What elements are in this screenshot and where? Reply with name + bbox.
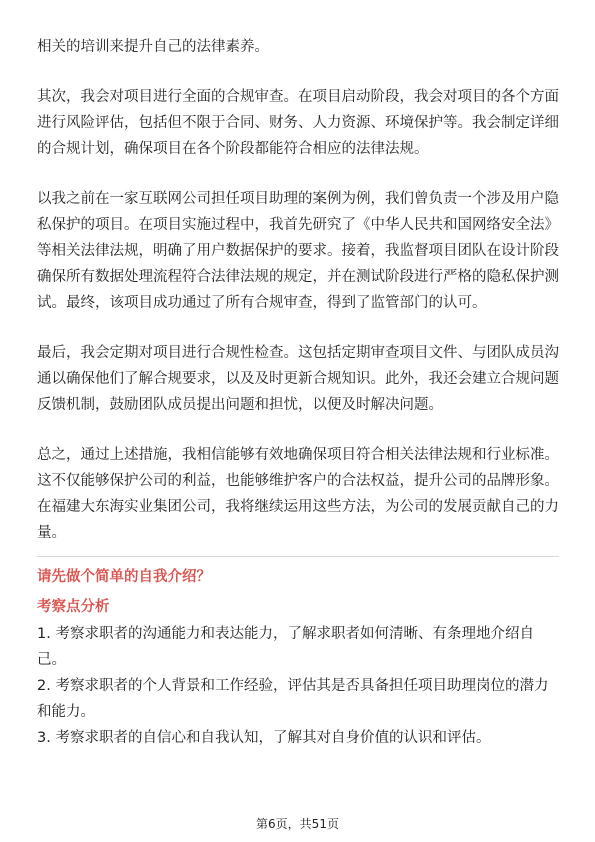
section-divider xyxy=(37,556,559,557)
page-footer: 第6页，共51页 xyxy=(256,817,339,831)
question-heading: 请先做个简单的自我介绍？ xyxy=(37,569,211,585)
document-page xyxy=(37,34,559,751)
paragraph-case-example: 以我之前在一家互联网公司担任项目助理的案例为例，我们曾负责一个涉及用户隐私保护的项目。在项目实施过程中，我首先研究了《中华人民共和国网络安全法》等相关法律法规，明确了用户数据保护的要求。接着，我监督项目团队在设计阶段确保所有数据处理流程符合法律法规的规定，并在测试阶段进行严格的隐私保护测试。最终，该项目成功通过了所有合规审查，得到了监管部门的认可。 xyxy=(37,191,559,311)
analysis-heading: 考察点分析 xyxy=(37,599,110,615)
paragraph-conclusion: 总之，通过上述措施，我相信能够有效地确保项目符合相关法律法规和行业标准。这不仅能够保护公司的利益，也能够维护客户的合法权益，提升公司的品牌形象。在福建大东海实业集团公司，我将继续运用这些方法，为公司的发展贡献自己的力量。 xyxy=(37,447,559,541)
paragraph-continuation: 相关的培训来提升自己的法律素养。 xyxy=(37,39,269,55)
list-item: 2. 考察求职者的个人背景和工作经验，评估其是否具备担任项目助理岗位的潜力和能力。 xyxy=(37,678,549,720)
analysis-list xyxy=(37,621,559,751)
list-item: 1. 考察求职者的沟通能力和表达能力，了解求职者如何清晰、有条理地介绍自己。 xyxy=(37,626,534,668)
paragraph-compliance-review: 其次，我会对项目进行全面的合规审查。在项目启动阶段，我会对项目的各个方面进行风险评估，包括但不限于合同、财务、人力资源、环境保护等。我会制定详细的合规计划，确保项目在各个阶段都能符合相应的法律法规。 xyxy=(37,89,559,157)
list-item: 3. 考察求职者的自信心和自我认知，了解其对自身价值的认识和评估。 xyxy=(37,730,491,746)
paragraph-regular-checks: 最后，我会定期对项目进行合规性检查。这包括定期审查项目文件、与团队成员沟通以确保他们了解合规要求，以及及时更新合规知识。此外，我还会建立合规问题反馈机制，鼓励团队成员提出问题和担忧，以便及时解决问题。 xyxy=(37,345,559,413)
